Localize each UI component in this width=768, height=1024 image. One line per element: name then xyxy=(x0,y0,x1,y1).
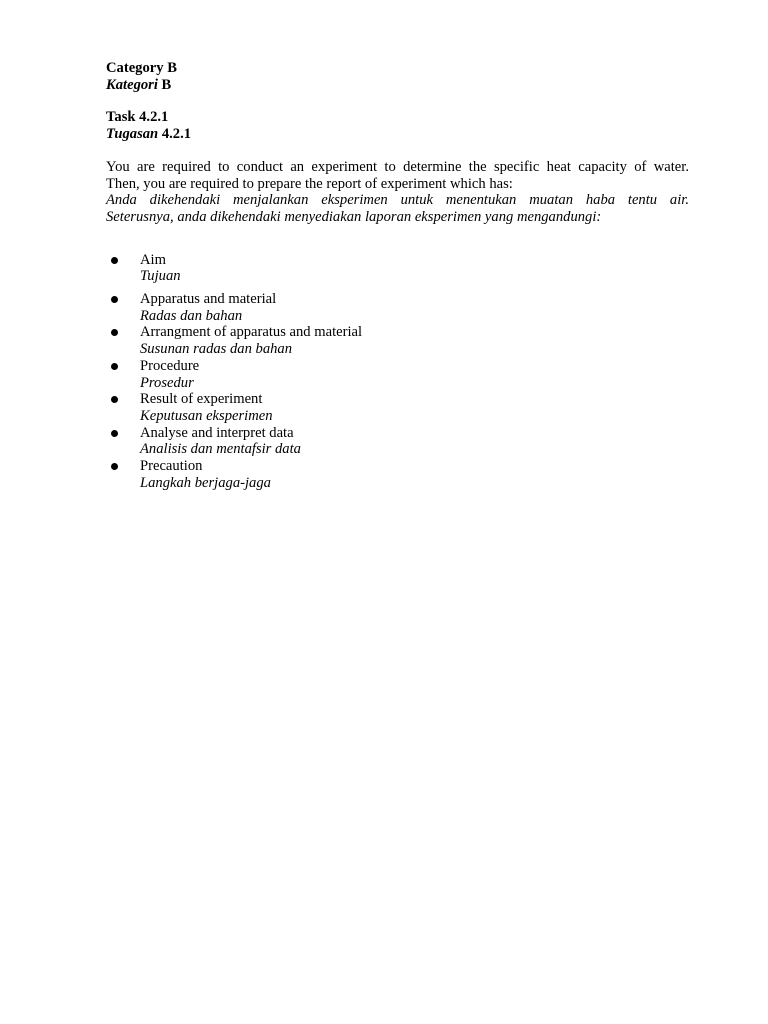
task-heading xyxy=(106,109,689,142)
document-page xyxy=(106,60,689,491)
instruction-en-line-1: You are required to conduct an experiment to determine the specific heat capacity of water. xyxy=(106,158,689,175)
list-item-ms: Radas dan bahan xyxy=(140,307,243,324)
instruction-ms-line-2: Seterusnya, anda dikehendaki menyediakan laporan eksperimen yang mengandungi: xyxy=(106,208,602,225)
category-title-en: Category B xyxy=(106,60,177,76)
category-title-ms xyxy=(106,77,689,94)
list-item-en: Result of experiment xyxy=(140,391,263,408)
task-title-ms-number: 4.2.1 xyxy=(161,126,192,143)
list-item-ms: Tujuan xyxy=(140,268,181,285)
list-item-ms: Prosedur xyxy=(140,374,194,391)
instruction-paragraph xyxy=(106,159,689,226)
list-item-en: Precaution xyxy=(140,458,203,475)
bullet-icon xyxy=(111,463,118,470)
bullet-icon xyxy=(111,430,118,437)
list-item-en: Procedure xyxy=(140,357,200,374)
bullet-icon xyxy=(111,296,118,303)
list-item-ms: Analisis dan mentafsir data xyxy=(140,441,301,458)
list-item xyxy=(106,458,689,491)
list-item-en: Aim xyxy=(140,251,166,268)
category-heading xyxy=(106,60,689,93)
list-item xyxy=(106,391,689,424)
list-item xyxy=(106,252,689,285)
list-item xyxy=(106,324,689,357)
bullet-icon xyxy=(111,329,118,336)
list-item-ms: Keputusan eksperimen xyxy=(140,407,273,424)
list-item-en: Apparatus and material xyxy=(140,291,277,308)
task-title-en: Task 4.2.1 xyxy=(106,109,169,126)
report-contents-list xyxy=(106,252,689,492)
bullet-icon xyxy=(111,363,118,370)
list-item-ms: Susunan radas dan bahan xyxy=(140,341,293,358)
instruction-ms-line-1: Anda dikehendaki menjalankan eksperimen untuk menentukan muatan haba tentu air. xyxy=(106,192,689,209)
list-item xyxy=(106,291,689,324)
category-title-ms-word: Kategori xyxy=(106,76,158,93)
bullet-icon xyxy=(111,257,118,264)
list-item xyxy=(106,358,689,391)
instruction-en-line-2: Then, you are required to prepare the report of experiment which has: xyxy=(106,175,513,192)
category-title-ms-letter: B xyxy=(161,76,172,93)
list-item xyxy=(106,425,689,458)
list-item-en: Arrangment of apparatus and material xyxy=(140,324,363,341)
task-title-ms xyxy=(106,126,689,143)
task-title-ms-word: Tugasan xyxy=(106,126,159,143)
list-item-en: Analyse and interpret data xyxy=(140,424,294,441)
list-item-ms: Langkah berjaga-jaga xyxy=(140,474,271,491)
bullet-icon xyxy=(111,396,118,403)
